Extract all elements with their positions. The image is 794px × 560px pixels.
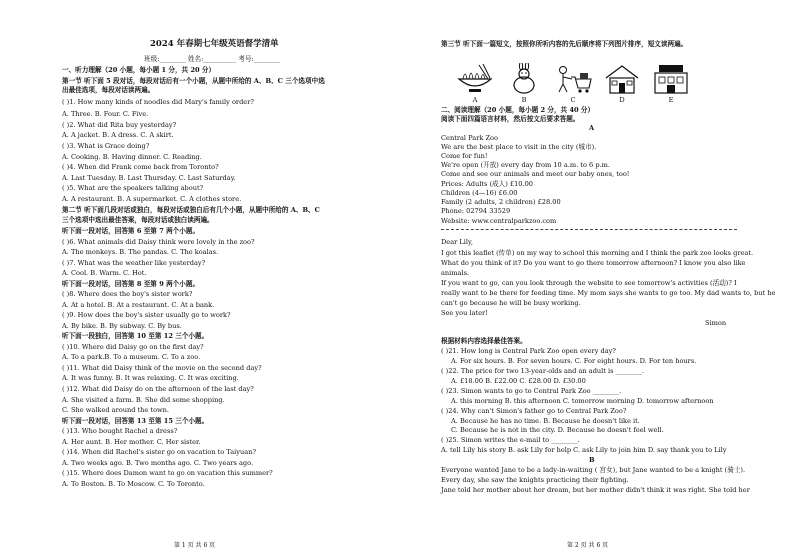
question-15: ( )15. Where does Damon want to go on vacation this summer? [62,469,273,477]
exam-page-1 [62,0,387,560]
question-4: ( )4. When did Frank come back from Toronto? [62,163,219,171]
question-23: ( )23. Simon wants to go to Central Park Zoo ________. [441,387,622,395]
question-10: ( )10. Where did Daisy go on the first day? [62,343,204,351]
question-1-options: A. Three. B. Four. C. Five. [62,110,149,118]
question-22-options: A. £18.00 B. £22.00 C. £28.00 D. £30.00 [451,377,586,385]
question-14: ( )14. When did Rachel's sister go on vacation to Taiyuan? [62,448,256,456]
part2-instructions: 第二节 听下面几段对话或独白，每段对话或独白后有几个小题，从题中所给的 A、B、C [62,206,320,214]
letter-paragraph: What do you think of it? Do you want to go there tomorrow afternoon? I know you also like [441,259,746,267]
question-12: ( )12. What did Daisy do on the afternoon of the last day? [62,385,254,393]
question-13-options: A. Her aunt. B. Her mother. C. Her sister. [62,438,201,446]
question-11: ( )11. What did Daisy think of the movie on the second day? [62,364,262,372]
picture-b-label: B [521,96,527,104]
question-8-options: A. At a hotel. B. At a restaurant. C. At a bank. [62,301,215,309]
question-5: ( )5. What are the speakers talking about? [62,184,204,192]
picture-d-label: D [619,96,625,104]
page-footer-1: 第 1 页 共 6 页 [174,542,216,549]
picture-a-label: A [472,96,478,104]
separator-line [441,229,737,230]
exam-title: 2024 年春期七年级英语督学清单 [150,39,279,49]
question-7: ( )7. What was the weather like yesterday? [62,259,206,267]
letter-signature: Simon [705,319,727,327]
question-25: ( )25. Simon writes the e-mail to ________. [441,436,580,444]
ad-title: Central Park Zoo [441,134,498,142]
question-10-options: A. To a park.B. To a museum. C. To a zoo. [62,353,201,361]
dialogue-6-7-intro: 听下面一段对话，回答第 6 至第 7 两个小题。 [62,227,200,235]
letter-greeting: Dear Lily, [441,238,473,246]
question-21: ( )21. How long is Central Park Zoo open every day? [441,347,616,355]
question-12-option-c: C. She walked around the town. [62,406,170,414]
noodles-icon [455,63,495,95]
part1-instructions-cont: 出最佳选项，每段对话读两遍。 [62,86,155,94]
picture-c-label: C [570,96,576,104]
question-1: ( )1. How many kinds of noodles did Mary's family order? [62,98,254,106]
passage-b-letter: B [589,456,595,464]
question-6: ( )6. What animals did Daisy think were lovely in the zoo? [62,238,255,246]
picture-e-label: E [668,96,674,104]
letter-paragraph: really want to be there for feeding time. My mom says she wants to go too. My dad wants to, but he [441,289,776,297]
question-23-options: A. this morning B. this afternoon C. tomorrow morning D. tomorrow afternoon [451,397,714,405]
question-9: ( )9. How does the boy's sister usually go to work? [62,311,231,319]
ad-line: Come and see our animals and meet our baby ones, too! [441,170,630,178]
exam-page-2 [441,0,776,560]
question-11-options: A. It was funny. B. It was relaxing. C. It was exciting. [62,374,239,382]
passage-b-line: Every day, she saw the knights practicing their fighting. [441,476,629,484]
question-24-options-cont: C. Because he is not in the city. D. Because he doesn't feel well. [451,426,664,434]
ad-phone: Phone: 02794 33529 [441,207,511,215]
dialogue-8-9-intro: 听下面一段对话，回答第 8 至第 9 两个小题。 [62,280,200,288]
question-12-options: A. She visited a farm. B. She did some shopping. [62,396,225,404]
question-8: ( )8. Where does the boy's sister work? [62,290,193,298]
student-info-line: 班级:________ 姓名:__________ 考号:________ [144,55,281,63]
passage-b-line: Everyone wanted Jane to be a lady-in-waiting ( 宫女), but Jane wanted to be a knight (骑士). [441,466,746,474]
ad-price-adults: Prices: Adults (成人) £10.00 [441,180,533,188]
question-9-options: A. By bike. B. By subway. C. By bus. [62,322,182,330]
passage-a-letter: A [589,124,595,132]
ad-line: We're open (开放) every day from 10 a.m. to 6 p.m. [441,161,610,169]
house-icon [602,63,642,95]
question-14-options: A. Two weeks ago. B. Two months ago. C. Two years ago. [62,459,254,467]
question-21-options: A. For six hours. B. For seven hours. C. For eight hours. D. For ten hours. [451,357,697,365]
question-7-options: A. Cool. B. Warm. C. Hot. [62,269,147,277]
section-heading-listening: 一、听力理解（20 小题，每小题 1 分，共 20 分） [62,66,216,74]
letter-paragraph: animals. [441,269,470,277]
question-6-options: A. The monkeys. B. The pandas. C. The koalas. [62,248,219,256]
question-5-options: A. A restaurant. B. A supermarket. C. A clothes store. [62,195,242,203]
question-4-options: A. Last Tuesday. B. Last Thursday. C. Last Saturday. [62,174,236,182]
section-heading-reading: 二、阅读理解（20 小题，每小题 2 分，共 40 分） [441,106,595,114]
question-3: ( )3. What is Grace doing? [62,142,150,150]
reading-instructions: 阅读下面四篇语言材料，然后按文后要求答题。 [441,115,580,123]
shopping-cart-icon [553,63,593,95]
letter-closing: See you later! [441,309,488,317]
dialogue-13-15-intro: 听下面一段对话，回答第 13 至第 15 三个小题。 [62,417,209,425]
question-2-options: A. A jacket. B. A dress. C. A skirt. [62,131,174,139]
ad-line: Come for fun! [441,152,488,160]
question-15-options: A. To Boston. B. To Moscow. C. To Toronto. [62,480,205,488]
part2-instructions-cont: 三个选项中选出最佳答案，每段对话或独白读两遍。 [62,216,214,224]
ad-website: Website: www.centralparkzoo.com [441,217,557,225]
ad-price-family: Family (2 adults, 2 children) £28.00 [441,198,561,206]
monologue-10-12-intro: 听下面一段独白，回答第 10 至第 12 三个小题。 [62,332,209,340]
question-3-options: A. Cooking. B. Having dinner. C. Reading. [62,153,202,161]
ad-line: We are the best place to visit in the city (城市). [441,143,597,151]
letter-paragraph: can't go because he will be busy working. [441,299,581,307]
question-25-options: A. tell Lily his story B. ask Lily for help C. ask Lily to join him D. say thank you to Lily [441,446,727,454]
letter-paragraph: I got this leaflet (传单) on my way to school this morning and I think the park zoo looks great. [441,249,754,257]
part1-instructions: 第一节 听下面 5 段对话，每段对话后有一个小题，从题中所给的 A、B、C 三个选项中选 [62,77,325,85]
question-2: ( )2. What did Rita buy yesterday? [62,121,177,129]
building-icon [651,63,691,95]
passage-b-line: Jane told her mother about her dream, but her mother didn't think it was right. She told her [441,486,750,494]
letter-paragraph: If you want to go, can you look through the website to see tomorrow's activities (活动)? I [441,279,737,287]
page-footer-2: 第 2 页 共 6 页 [567,542,609,549]
question-24-options: A. Because he has no time. B. Because he doesn't like it. [451,417,640,425]
question-22: ( )22. The price for two 13-year-olds and an adult is ________. [441,367,645,375]
question-13: ( )13. Who bought Rachel a dress? [62,427,178,435]
rabbit-icon [504,63,544,95]
ad-price-children: Children (4—16) £6.00 [441,189,518,197]
choose-instructions: 根据材料内容选择最佳答案。 [441,337,527,345]
question-24: ( )24. Why can't Simon's father go to Central Park Zoo? [441,407,627,415]
part3-instructions: 第三节 听下面一篇短文，按照你所听内容的先后顺序将下列图片排序，短文读两遍。 [441,40,688,48]
